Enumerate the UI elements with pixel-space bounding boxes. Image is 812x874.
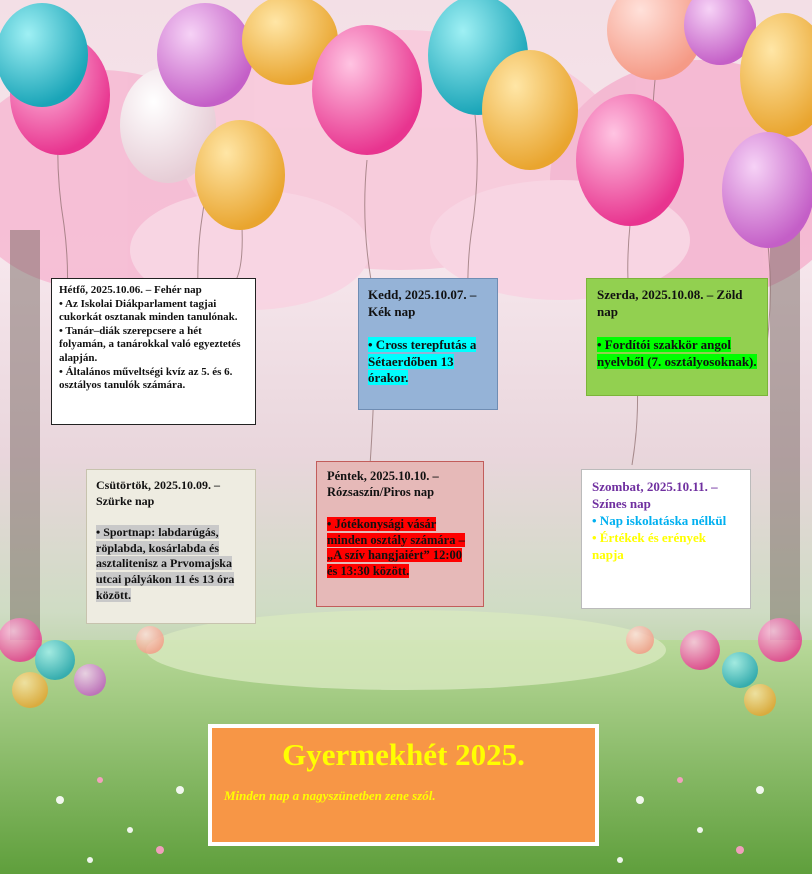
- friday-heading: Péntek, 2025.10.10. – Rózsaszín/Piros nap: [327, 469, 439, 499]
- thursday-heading: Csütörtök, 2025.10.09. – Szürke nap: [96, 478, 221, 508]
- friday-item-1-text: • Jótékonysági vásár minden osztály számára – „A szív hangjaiért” 12:00 és 13:30 között.: [327, 517, 465, 578]
- wednesday-box: [586, 278, 768, 396]
- saturday-heading: Szombat, 2025.10.11. – Színes nap: [592, 479, 718, 511]
- tuesday-box: [358, 278, 498, 410]
- wednesday-item-1-text: • Fordítói szakkör angol nyelvből (7. osztályosoknak).: [597, 337, 757, 369]
- title-banner: [208, 724, 599, 846]
- monday-item-2: • Tanár–diák szerepcsere a hét folyamán, a tanárokkal való egyeztetés alapján.: [59, 324, 241, 364]
- thursday-box: [86, 469, 256, 624]
- friday-item-1: [327, 517, 473, 579]
- monday-box: [51, 278, 256, 425]
- tuesday-item-1-text: • Cross terepfutás a Sétaerdőben 13 órakor.: [368, 337, 477, 385]
- tuesday-item-1: [368, 337, 488, 387]
- saturday-item-1: • Nap iskolatáska nélkül: [592, 513, 727, 528]
- wednesday-item-1: [597, 337, 757, 370]
- monday-item-1: • Az Iskolai Diákparlament tagjai cukorkát osztanak minden tanulónak.: [59, 297, 238, 324]
- saturday-box: [581, 469, 751, 609]
- banner-subtitle: Minden nap a nagyszünetben zene szól.: [224, 788, 436, 803]
- friday-box: [316, 461, 484, 607]
- thursday-item-1-text: • Sportnap: labdarúgás, röplabda, kosárlabda és asztalitenisz a Prvomajska utcai pályákon 11 és 13 óra között.: [96, 525, 235, 602]
- thursday-item-1: [96, 525, 246, 603]
- tuesday-heading: Kedd, 2025.10.07. – Kék nap: [368, 287, 477, 319]
- wednesday-heading: Szerda, 2025.10.08. – Zöld nap: [597, 287, 743, 319]
- monday-heading: Hétfő, 2025.10.06. – Fehér nap: [59, 284, 202, 296]
- banner-title: Gyermekhét 2025.: [282, 737, 525, 772]
- monday-item-3: • Általános műveltségi kvíz az 5. és 6. osztályos tanulók számára.: [59, 365, 233, 392]
- saturday-item-2: • Értékek és erények napja: [592, 530, 706, 562]
